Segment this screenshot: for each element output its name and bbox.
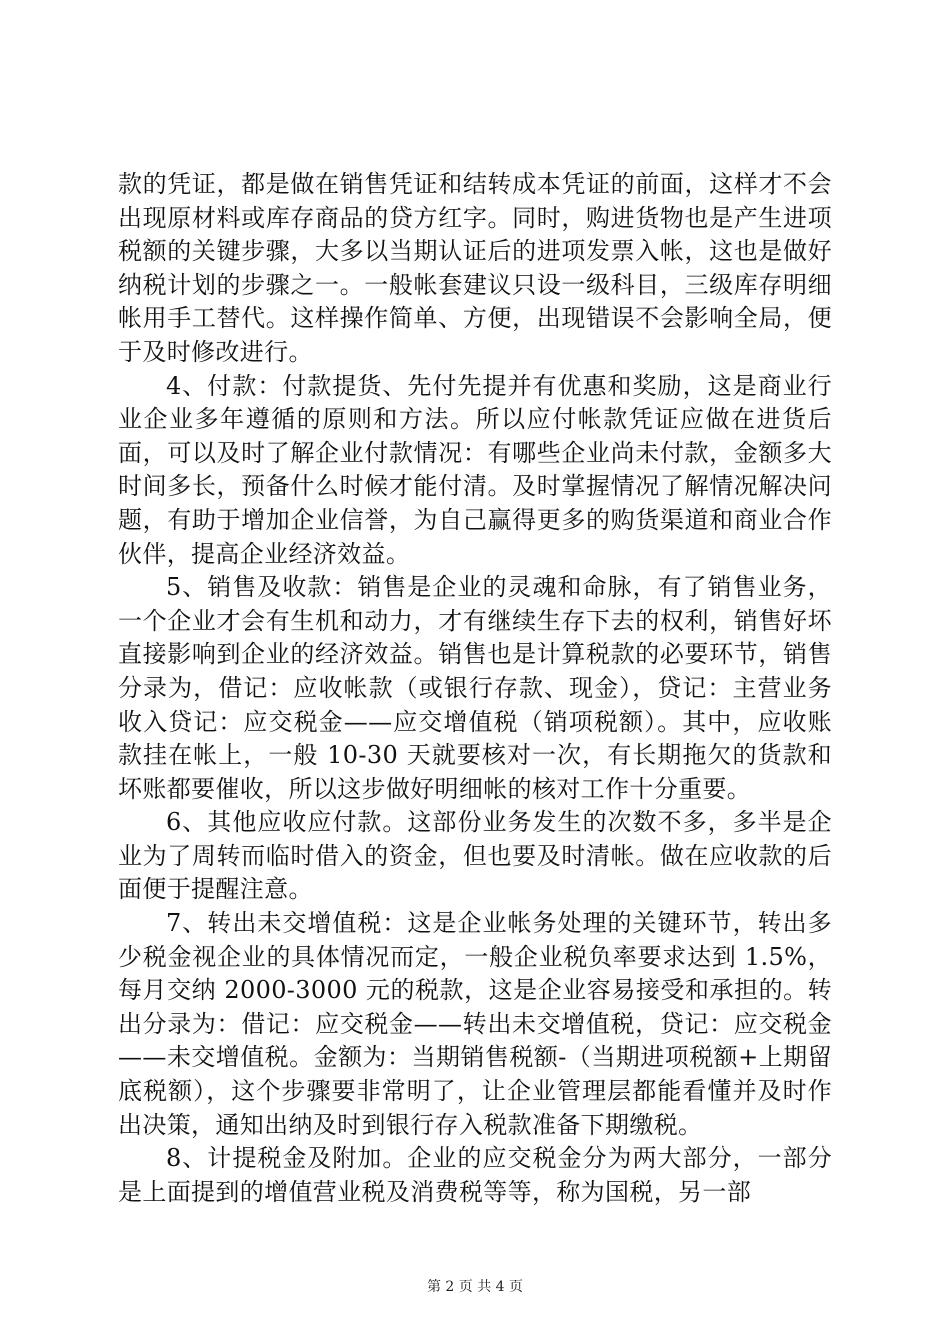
paragraph-tax-accrual: 8、计提税金及附加。企业的应交税金分为两大部分，一部分是上面提到的增值营业税及消费税等等，称为国税，另一部 bbox=[118, 1144, 832, 1206]
paragraph-sales: 5、销售及收款：销售是企业的灵魂和命脉，有了销售业务，一个企业才会有生机和动力，才有继续生存下去的权利，销售好坏直接影响到企业的经济效益。销售也是计算税款的必要环节，销售分录为，借记：应收帐款（或银行存款、现金），贷记：主营业务收入贷记：应交税金——应交增值税（销项税额）。其中，应收账款挂在帐上，一般 10-30 天就要核对一次，有长期拖欠的货款和坏账都要催收，所以这步做好明细帐的核对工作十分重要。 bbox=[118, 573, 832, 803]
paragraph-vat-transfer: 7、转出未交增值税：这是企业帐务处理的关键环节，转出多少税金视企业的具体情况而定，一般企业税负率要求达到 1.5%，每月交纳 2000-3000 元的税款，这是企业容易接受和承担的。转出分录为：借记：应交税金——转出未交增值税，贷记：应交税金——未交增值税。金额为：当期销售税额-（当期进项税额+上期留底税额），这个步骤要非常明了，让企业管理层都能看懂并及时作出决策，通知出纳及时到银行存入税款准备下期缴税。 bbox=[118, 909, 832, 1139]
page-number-footer: 第 2 页 共 4 页 bbox=[426, 1279, 524, 1295]
paragraph-other-receivables: 6、其他应收应付款。这部份业务发生的次数不多，多半是企业为了周转而临时借入的资金，但也要及时清帐。做在应收款的后面便于提醒注意。 bbox=[118, 808, 832, 904]
paragraph-continuation: 款的凭证，都是做在销售凭证和结转成本凭证的前面，这样才不会出现原材料或库存商品的贷方红字。同时，购进货物也是产生进项税额的关键步骤，大多以当期认证后的进项发票入帐，这也是做好纳税计划的步骤之一。一般帐套建议只设一级科目，三级库存明细帐用手工替代。这样操作简单、方便，出现错误不会影响全局，便于及时修改进行。 bbox=[118, 170, 832, 366]
paragraph-payment: 4、付款：付款提货、先付先提并有优惠和奖励，这是商业行业企业多年遵循的原则和方法。所以应付帐款凭证应做在进货后面，可以及时了解企业付款情况：有哪些企业尚未付款，金额多大时间多长，预备什么时候才能付清。及时掌握情况了解情况解决问题，有助于增加企业信誉，为自己赢得更多的购货渠道和商业合作伙伴，提高企业经济效益。 bbox=[118, 371, 832, 568]
document-body bbox=[118, 168, 832, 1209]
